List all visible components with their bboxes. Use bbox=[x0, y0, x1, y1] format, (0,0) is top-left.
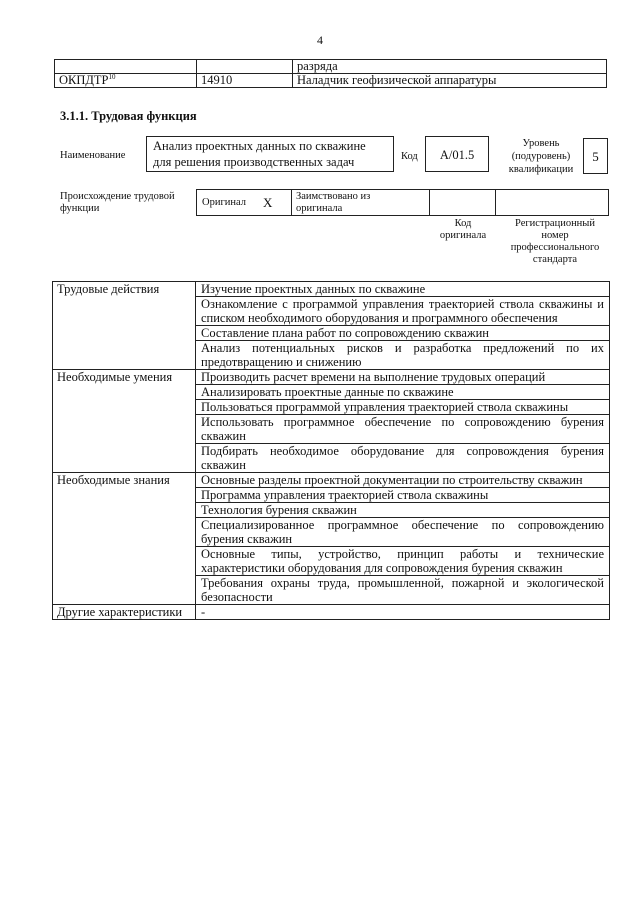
page-number: 4 bbox=[317, 33, 323, 47]
function-details-table bbox=[52, 281, 610, 620]
code-original-caption bbox=[430, 218, 496, 242]
table-cell: Программа управления траекторией ствола скважины bbox=[196, 488, 610, 503]
table-cell: Основные типы, устройство, принцип работы и технические характеристики оборудования для сопровождения бурения скважин bbox=[196, 547, 610, 576]
section-title: 3.1.1. Трудовая функция bbox=[60, 109, 197, 123]
caption-line: номер bbox=[541, 230, 569, 241]
borrowed-label-line: оригинала bbox=[296, 203, 343, 214]
table-cell: Ознакомление с программой управления траекторией ствола скважины и списком необходимого оборудования и программного обеспечения bbox=[196, 297, 610, 326]
origin-label bbox=[60, 191, 175, 215]
function-code-box: A/01.5 bbox=[425, 136, 489, 172]
footnote-marker: 10 bbox=[108, 72, 116, 81]
table-cell: Использовать программное обеспечение по сопровождению бурения скважин bbox=[196, 415, 610, 444]
classifier-title-cell: Наладчик геофизической аппаратуры bbox=[293, 74, 607, 88]
level-label-line: (подуровень) bbox=[511, 151, 571, 162]
table-row bbox=[53, 605, 610, 620]
table-row bbox=[53, 473, 610, 488]
borrowed-label-line: Заимствовано из bbox=[296, 191, 371, 202]
level-label-line: квалификации bbox=[508, 164, 574, 175]
okpdtr-row bbox=[55, 74, 607, 88]
table-cell: Основные разделы проектной документации по строительству скважин bbox=[196, 473, 610, 488]
section-label: Трудовые действия bbox=[53, 282, 196, 370]
original-label: Оригинал bbox=[202, 197, 246, 208]
okpdtr-row-continuation bbox=[55, 60, 607, 74]
table-row bbox=[53, 370, 610, 385]
function-name-line: Анализ проектных данных по скважине bbox=[153, 139, 366, 153]
level-value-box: 5 bbox=[583, 138, 608, 174]
table-cell: Пользоваться программой управления траекторией ствола скважины bbox=[196, 400, 610, 415]
classifier-code-cell: 14910 bbox=[197, 74, 293, 88]
caption-line: Регистрационный bbox=[515, 218, 595, 229]
section-label: Необходимые знания bbox=[53, 473, 196, 605]
classifier-name: ОКПДТР bbox=[59, 73, 109, 87]
okpdtr-table bbox=[54, 59, 607, 88]
origin-divider bbox=[495, 189, 496, 216]
table-cell: Производить расчет времени на выполнение трудовых операций bbox=[196, 370, 610, 385]
original-mark: X bbox=[263, 195, 273, 210]
section-label: Необходимые умения bbox=[53, 370, 196, 473]
classifier-name-cell bbox=[55, 60, 197, 74]
table-cell: - bbox=[196, 605, 610, 620]
name-label: Наименование bbox=[60, 150, 126, 161]
caption-line: стандарта bbox=[532, 254, 578, 265]
origin-label-line: функции bbox=[60, 203, 100, 214]
caption-line: профессионального bbox=[510, 242, 600, 253]
code-label: Код bbox=[401, 151, 418, 162]
origin-divider bbox=[291, 189, 292, 216]
section-label: Другие характеристики bbox=[53, 605, 196, 620]
table-cell: Технология бурения скважин bbox=[196, 503, 610, 518]
table-cell: Подбирать необходимое оборудование для сопровождения бурения скважин bbox=[196, 444, 610, 473]
reg-number-caption bbox=[500, 218, 610, 266]
table-cell: Анализировать проектные данные по скважине bbox=[196, 385, 610, 400]
origin-label-line: Происхождение трудовой bbox=[60, 191, 175, 202]
classifier-name-cell bbox=[55, 74, 197, 88]
table-cell: Анализ потенциальных рисков и разработка предложений по их предотвращению и снижению bbox=[196, 341, 610, 370]
classifier-title-cell: разряда bbox=[293, 60, 607, 74]
origin-divider bbox=[429, 189, 430, 216]
function-name-box bbox=[146, 136, 394, 172]
classifier-code-cell bbox=[197, 60, 293, 74]
origin-box bbox=[196, 189, 609, 216]
caption-line: Код bbox=[454, 218, 472, 229]
table-cell: Специализированное программное обеспечение по сопровождению бурения скважин bbox=[196, 518, 610, 547]
table-cell: Составление плана работ по сопровождению скважин bbox=[196, 326, 610, 341]
function-name-line: для решения производственных задач bbox=[153, 155, 355, 169]
level-label bbox=[496, 137, 586, 176]
borrowed-label bbox=[296, 191, 370, 215]
table-cell: Изучение проектных данных по скважине bbox=[196, 282, 610, 297]
level-label-line: Уровень bbox=[522, 138, 560, 149]
table-cell: Требования охраны труда, промышленной, пожарной и экологической безопасности bbox=[196, 576, 610, 605]
table-row bbox=[53, 282, 610, 297]
caption-line: оригинала bbox=[439, 230, 487, 241]
